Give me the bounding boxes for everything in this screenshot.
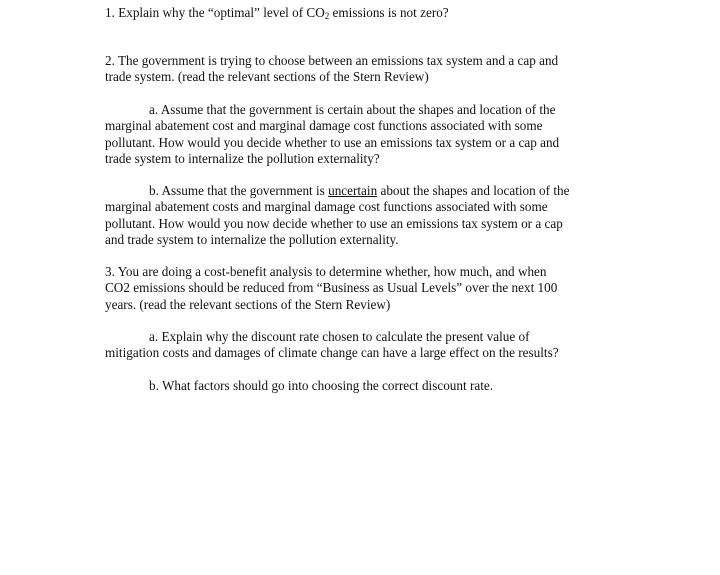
question-2a-line-4: trade system to internalize the pollution externality? bbox=[105, 151, 380, 167]
question-2a-line-2: marginal abatement cost and marginal damage cost functions associated with some bbox=[105, 118, 543, 134]
question-1-line: 1. Explain why the “optimal” level of $CO_2$ emissions is not zero? bbox=[105, 5, 449, 21]
question-2a-line-3: pollutant. How would you decide whether to use an emissions tax system or a cap and bbox=[105, 134, 560, 150]
question-3a bbox=[105, 329, 615, 362]
question-3-line-3: years. (read the relevant sections of the Stern Review) bbox=[105, 296, 391, 312]
question-2b-line-3: pollutant. How would you now decide whether to use an emissions tax system or a cap bbox=[105, 215, 563, 231]
question-2b-line-1: b. Assume that the government is uncertain about the shapes and location of the bbox=[149, 183, 570, 198]
question-2-line-1: 2. The government is trying to choose between an emissions tax system and a cap and bbox=[105, 53, 559, 68]
question-2-line-2: trade system. (read the relevant sections of the Stern Review) bbox=[105, 69, 429, 85]
question-2b bbox=[105, 183, 615, 249]
question-1 bbox=[105, 5, 615, 21]
question-3b bbox=[105, 378, 615, 394]
question-3a-line-1: a. Explain why the discount rate chosen to calculate the present value of bbox=[149, 329, 530, 344]
question-2a bbox=[105, 102, 615, 168]
question-3-line-2: CO2 emissions should be reduced from “Business as Usual Levels” over the next 100 bbox=[105, 280, 558, 296]
question-3a-line-2: mitigation costs and damages of climate change can have a large effect on the results? bbox=[105, 345, 559, 361]
question-3b-line-1: b. What factors should go into choosing the correct discount rate. bbox=[149, 378, 494, 393]
question-2 bbox=[105, 53, 615, 86]
question-2b-line-4: and trade system to internalize the pollution externality. bbox=[105, 232, 399, 248]
question-2a-line-1: a. Assume that the government is certain about the shapes and location of the bbox=[149, 102, 556, 117]
subscript-2: 2 bbox=[324, 11, 330, 21]
question-3 bbox=[105, 264, 615, 313]
question-2b-line-2: marginal abatement costs and marginal damage cost functions associated with some bbox=[105, 199, 548, 215]
question-3-line-1: 3. You are doing a cost-benefit analysis to determine whether, how much, and when bbox=[105, 264, 547, 279]
underlined-uncertain: uncertain bbox=[328, 183, 378, 198]
